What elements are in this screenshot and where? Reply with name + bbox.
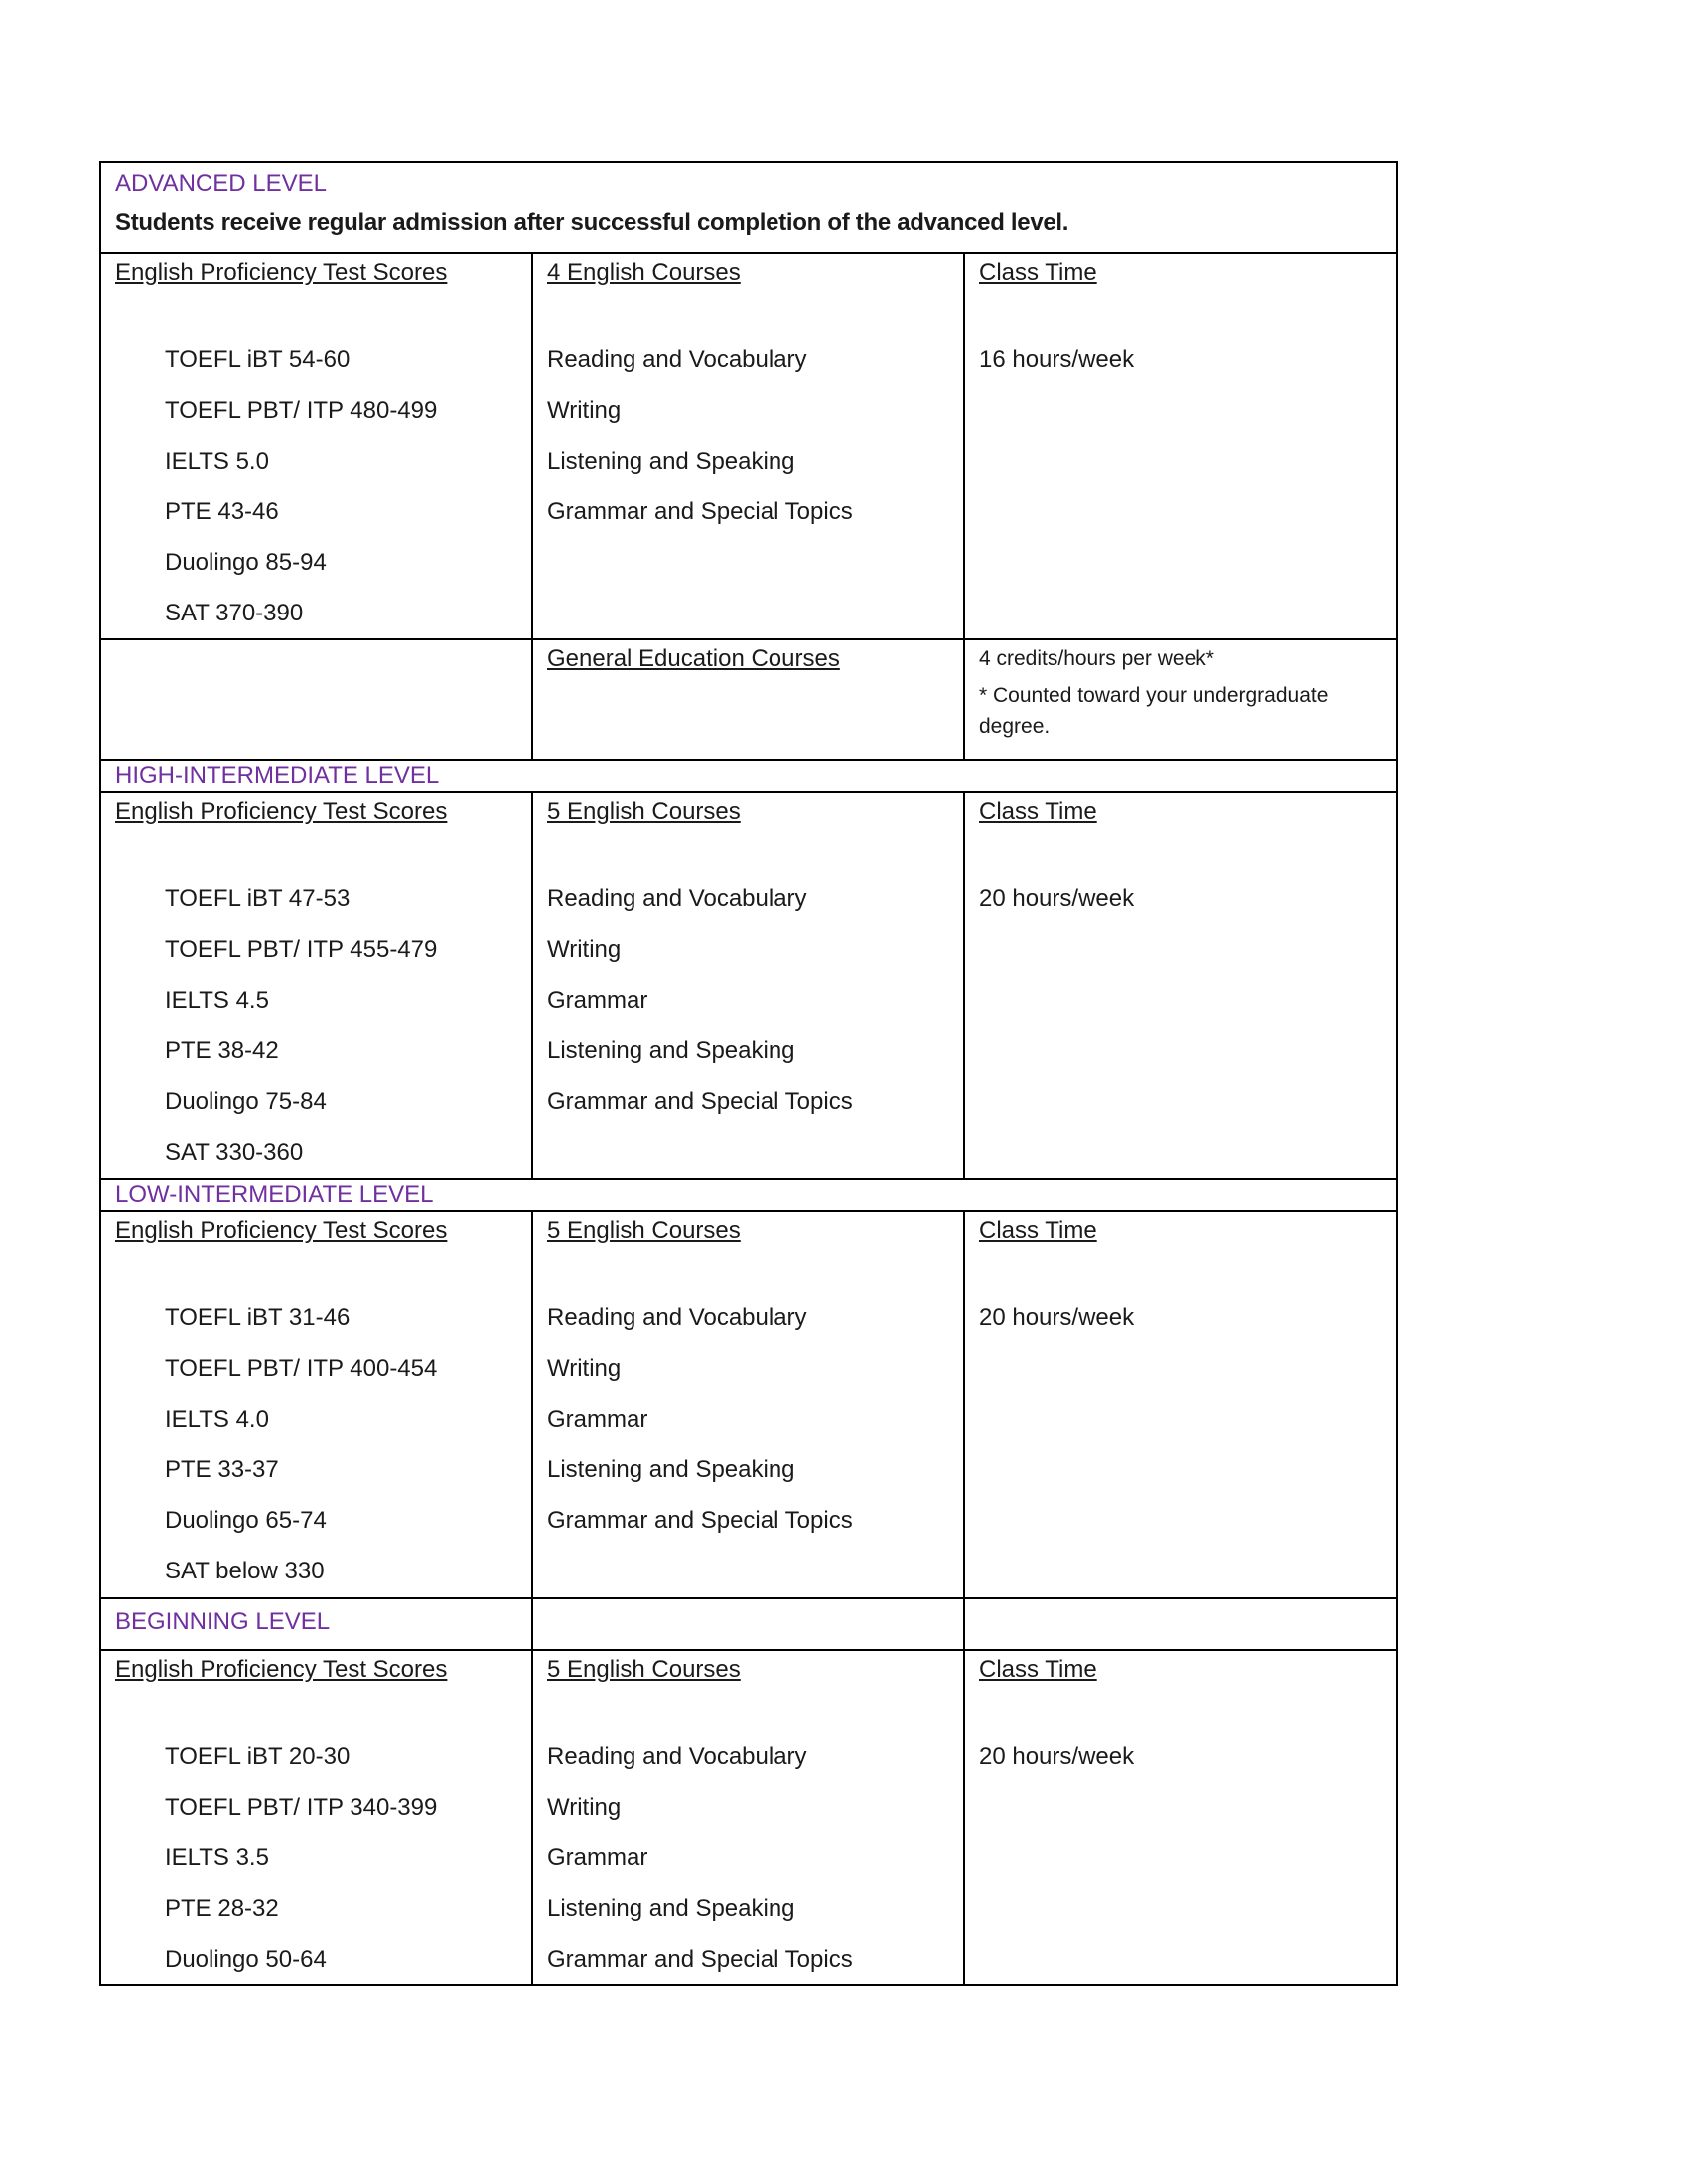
time-header: Class Time [979,259,1097,286]
time-header: Class Time [979,1217,1097,1244]
score-item: TOEFL iBT 31-46 [165,1304,351,1331]
time-cell [964,1211,1397,1598]
score-item: TOEFL PBT/ ITP 340-399 [165,1794,438,1821]
score-item: PTE 38-42 [165,1037,279,1064]
high-intermediate-title-row [100,760,1397,792]
low-intermediate-title-row [100,1179,1397,1211]
time-cell [964,253,1397,639]
course-list [547,1731,949,1984]
level-requirements-table [99,161,1398,1986]
empty-cell [532,1598,964,1650]
gen-ed-note: * Counted toward your undergraduate degree. [979,684,1329,738]
score-list [115,1731,517,1984]
score-list [115,335,517,638]
beginning-title-row [100,1598,1397,1650]
empty-cell [964,1598,1397,1650]
score-item: TOEFL iBT 47-53 [165,886,351,912]
courses-cell [532,792,964,1179]
courses-header: 5 English Courses [547,1656,741,1683]
gen-ed-credits: 4 credits/hours per week* [979,647,1214,670]
score-item: Duolingo 65-74 [165,1507,327,1534]
class-time-value: 20 hours/week [979,1743,1135,1770]
class-time-value: 20 hours/week [979,1304,1135,1331]
level-title-advanced: ADVANCED LEVEL [115,170,327,197]
score-list [115,1293,517,1596]
courses-header: 5 English Courses [547,1217,741,1244]
course-item: Listening and Speaking [547,1037,795,1064]
class-time-value: 16 hours/week [979,346,1135,373]
score-item: PTE 43-46 [165,498,279,525]
gen-ed-row [100,639,1397,760]
gen-ed-empty-cell [100,639,532,760]
course-item: Grammar and Special Topics [547,1946,853,1973]
time-header: Class Time [979,1656,1097,1683]
beginning-details-row [100,1650,1397,1985]
course-item: Reading and Vocabulary [547,886,807,912]
admission-note: Students receive regular admission after successful completion of the advanced level. [115,209,1069,236]
advanced-title-row [100,162,1397,253]
course-list [547,1293,949,1546]
score-item: Duolingo 85-94 [165,549,327,576]
courses-cell [532,1650,964,1985]
score-item: IELTS 3.5 [165,1844,269,1871]
score-item: Duolingo 50-64 [165,1946,327,1973]
scores-header: English Proficiency Test Scores [115,259,448,286]
score-list [115,874,517,1177]
course-list [547,874,949,1127]
time-header: Class Time [979,798,1097,825]
score-item: TOEFL PBT/ ITP 455-479 [165,936,438,963]
score-item: TOEFL PBT/ ITP 400-454 [165,1355,438,1382]
low-intermediate-details-row [100,1211,1397,1598]
scores-header: English Proficiency Test Scores [115,1217,448,1244]
score-item: TOEFL PBT/ ITP 480-499 [165,397,438,424]
scores-header: English Proficiency Test Scores [115,798,448,825]
scores-cell [100,1211,532,1598]
score-item: IELTS 4.0 [165,1406,269,1433]
score-item: TOEFL iBT 54-60 [165,346,351,373]
advanced-details-row [100,253,1397,639]
courses-cell [532,1211,964,1598]
course-item: Writing [547,1794,622,1821]
courses-cell [532,253,964,639]
score-item: SAT 330-360 [165,1139,304,1165]
time-cell [964,792,1397,1179]
course-item: Writing [547,397,622,424]
course-item: Grammar [547,987,648,1014]
level-title-high-intermediate: HIGH-INTERMEDIATE LEVEL [115,762,440,789]
score-item: SAT 370-390 [165,600,304,626]
course-item: Grammar [547,1406,648,1433]
course-item: Writing [547,936,622,963]
course-item: Grammar [547,1844,648,1871]
course-item: Grammar and Special Topics [547,498,853,525]
class-time-value: 20 hours/week [979,886,1135,912]
gen-ed-header-cell [532,639,964,760]
course-item: Listening and Speaking [547,448,795,475]
score-item: IELTS 4.5 [165,987,269,1014]
course-item: Listening and Speaking [547,1456,795,1483]
score-item: SAT below 330 [165,1558,325,1584]
courses-header: 4 English Courses [547,259,741,286]
score-item: PTE 33-37 [165,1456,279,1483]
course-item: Reading and Vocabulary [547,1304,807,1331]
course-item: Grammar and Special Topics [547,1088,853,1115]
scores-cell [100,253,532,639]
scores-header: English Proficiency Test Scores [115,1656,448,1683]
score-item: Duolingo 75-84 [165,1088,327,1115]
course-item: Grammar and Special Topics [547,1507,853,1534]
score-item: TOEFL iBT 20-30 [165,1743,351,1770]
score-item: PTE 28-32 [165,1895,279,1922]
time-cell [964,1650,1397,1985]
course-item: Reading and Vocabulary [547,1743,807,1770]
level-title-low-intermediate: LOW-INTERMEDIATE LEVEL [115,1181,434,1208]
course-item: Reading and Vocabulary [547,346,807,373]
courses-header: 5 English Courses [547,798,741,825]
gen-ed-credits-cell [964,639,1397,760]
scores-cell [100,792,532,1179]
score-item: IELTS 5.0 [165,448,269,475]
course-list [547,335,949,537]
course-item: Writing [547,1355,622,1382]
course-item: Listening and Speaking [547,1895,795,1922]
gen-ed-header: General Education Courses [547,645,840,672]
high-intermediate-details-row [100,792,1397,1179]
scores-cell [100,1650,532,1985]
level-title-beginning: BEGINNING LEVEL [115,1608,331,1635]
